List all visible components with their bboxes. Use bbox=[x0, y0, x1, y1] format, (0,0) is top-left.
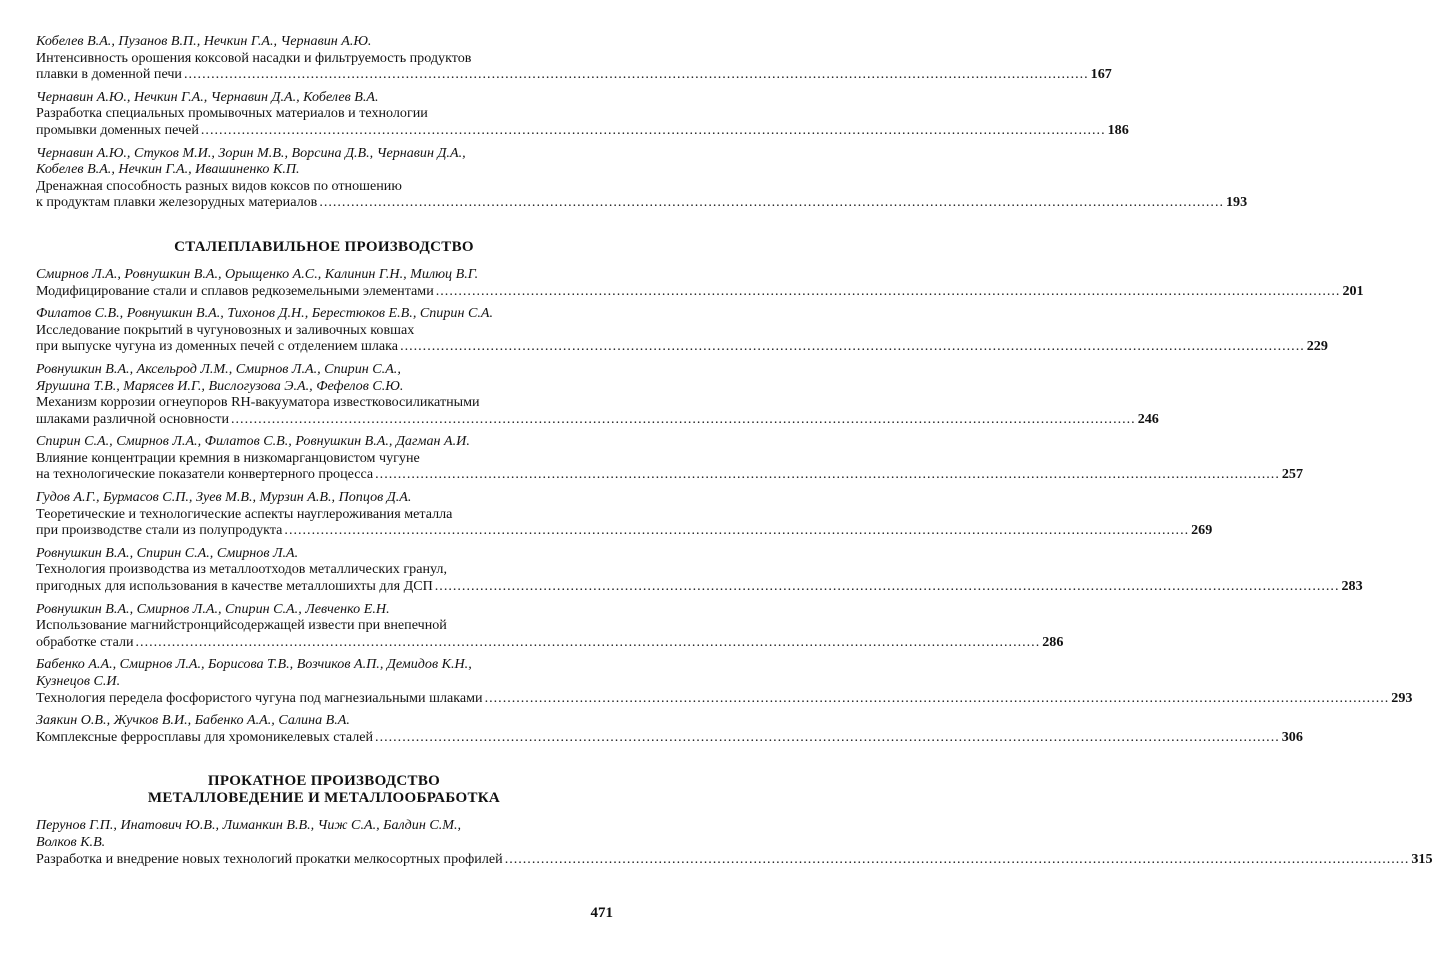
entry-authors-line: Волков К.В. bbox=[36, 833, 106, 850]
toc-entry bbox=[36, 265, 1364, 299]
entry-title-last-line bbox=[36, 282, 1364, 300]
entry-authors-line: Ровнушкин В.А., Спирин С.А., Смирнов Л.А. bbox=[36, 544, 299, 561]
entry-authors bbox=[36, 89, 612, 106]
entry-title-line: Теоретические и технологические аспекты науглероживания металла bbox=[36, 505, 453, 522]
entry-authors-line: Смирнов Л.А., Ровнушкин В.А., Орыщенко А.С., Калинин Г.Н., Милюц В.Г. bbox=[36, 265, 479, 282]
entry-title-last-line bbox=[36, 194, 1248, 211]
entry-title-last-line bbox=[36, 728, 1303, 746]
entry-authors bbox=[36, 305, 612, 322]
entry-title-line: Использование магнийстронцийсодержащей извести при внепечной bbox=[36, 617, 447, 634]
entry-title-line: Интенсивность орошения коксовой насадки и фильтруемость продуктов bbox=[36, 49, 472, 66]
dot-leader: ........................................................................................................................................................................................................ bbox=[484, 689, 1390, 706]
toc-group-steelmaking bbox=[36, 265, 1413, 745]
toc-entry bbox=[36, 33, 1112, 83]
entry-page-number: 306 bbox=[1281, 728, 1303, 745]
entry-title-text: шлаками различной основности bbox=[36, 410, 229, 427]
entry-title-text: на технологические показатели конвертерного процесса bbox=[36, 466, 374, 483]
dot-leader: ........................................................................................................................................................................................................ bbox=[434, 578, 1340, 595]
dot-leader: ........................................................................................................................................................................................................ bbox=[504, 850, 1410, 867]
entry-title-last-line bbox=[36, 466, 1303, 483]
dot-leader: ........................................................................................................................................................................................................ bbox=[231, 410, 1136, 427]
dot-leader: ........................................................................................................................................................................................................ bbox=[375, 728, 1280, 745]
entry-title-last-line bbox=[36, 522, 1213, 539]
entry-title-line: Технология производства из металлоотходов металлических гранул, bbox=[36, 561, 447, 578]
entry-authors-line: Кузнецов С.И. bbox=[36, 673, 121, 689]
entry-title-last-line bbox=[36, 66, 1112, 83]
toc-entry bbox=[36, 656, 1413, 706]
section-heading-line: МЕТАЛЛОВЕДЕНИЕ И МЕТАЛЛООБРАБОТКА bbox=[147, 790, 501, 807]
dot-leader: ........................................................................................................................................................................................................ bbox=[435, 282, 1341, 299]
entry-authors bbox=[36, 266, 612, 283]
toc-entry bbox=[36, 88, 1129, 139]
entry-page-number: 229 bbox=[1306, 338, 1328, 355]
entry-authors-line: Кобелев В.А., Пузанов В.П., Нечкин Г.А., Чернавин А.Ю. bbox=[36, 33, 372, 49]
entry-page-number: 186 bbox=[1107, 121, 1129, 138]
entry-authors-line: Бабенко А.А., Смирнов Л.А., Борисова Т.В., Возчиков А.П., Демидов К.Н., bbox=[36, 656, 472, 673]
entry-page-number: 283 bbox=[1341, 578, 1363, 595]
toc-page bbox=[36, 33, 1433, 873]
entry-authors-line: Гудов А.Г., Бурмасов С.П., Зуев М.В., Мурзин А.В., Попцов Д.А. bbox=[36, 489, 412, 506]
toc-entry bbox=[36, 817, 1433, 867]
dot-leader: ........................................................................................................................................................................................................ bbox=[200, 121, 1106, 138]
entry-title-text: к продуктам плавки железорудных материалов bbox=[36, 194, 318, 211]
entry-title-text: плавки в доменной печи bbox=[36, 66, 182, 83]
entry-authors-line: Ровнушкин В.А., Аксельрод Л.М., Смирнов Л.А., Спирин С.А., bbox=[36, 360, 401, 377]
entry-authors bbox=[36, 817, 612, 850]
toc-entry bbox=[36, 144, 1248, 211]
dot-leader: ........................................................................................................................................................................................................ bbox=[183, 66, 1089, 83]
entry-authors-line: Ярушина Т.В., Марясев И.Г., Вислогузова Э.А., Фефелов С.Ю. bbox=[36, 377, 404, 394]
toc-entry bbox=[36, 489, 1213, 539]
page-number: 471 bbox=[590, 905, 613, 921]
entry-authors-line: Заякин О.В., Жучков В.И., Бабенко А.А., Салина В.А. bbox=[36, 712, 350, 729]
entry-authors bbox=[36, 433, 612, 450]
entry-title-text: промывки доменных печей bbox=[36, 121, 199, 138]
toc-entry bbox=[36, 544, 1363, 595]
entry-authors-line: Кобелев В.А., Нечкин Г.А., Ивашиненко К.П. bbox=[36, 161, 300, 178]
entry-authors-line: Филатов С.В., Ровнушкин В.А., Тихонов Д.Н., Берестюков Е.В., Спирин С.А. bbox=[36, 305, 494, 322]
entry-authors bbox=[36, 489, 612, 506]
entry-title-text: Комплексные ферросплавы для хромоникелевых сталей bbox=[36, 728, 374, 745]
entry-page-number: 257 bbox=[1281, 466, 1303, 483]
dot-leader: ........................................................................................................................................................................................................ bbox=[319, 194, 1224, 211]
dot-leader: ........................................................................................................................................................................................................ bbox=[400, 338, 1305, 355]
entry-title-last-line bbox=[36, 338, 1328, 355]
section-heading-line: СТАЛЕПЛАВИЛЬНОЕ ПРОИЗВОДСТВО bbox=[174, 238, 474, 255]
entry-title-line: Исследование покрытий в чугуновозных и заливочных ковшах bbox=[36, 321, 415, 338]
entry-title-text: при производстве стали из полупродукта bbox=[36, 522, 283, 539]
entry-authors bbox=[36, 545, 612, 562]
entry-page-number: 201 bbox=[1342, 282, 1364, 299]
entry-page-number: 167 bbox=[1090, 66, 1112, 83]
entry-title-text: Модифицирование стали и сплавов редкоземельными элементами bbox=[36, 282, 434, 299]
entry-page-number: 246 bbox=[1137, 410, 1159, 427]
entry-title-line: Разработка специальных промывочных материалов и технологии bbox=[36, 105, 428, 122]
entry-authors-line: Ровнушкин В.А., Смирнов Л.А., Спирин С.А., Левченко Е.Н. bbox=[36, 600, 390, 617]
toc-group-top bbox=[36, 33, 1248, 211]
section-heading-steelmaking bbox=[36, 239, 612, 256]
entry-title-text: обработке стали bbox=[36, 633, 134, 650]
entry-title-last-line bbox=[36, 410, 1159, 428]
entry-title-line: Механизм коррозии огнеупоров RH-вакууматора известковосиликатными bbox=[36, 394, 480, 411]
entry-authors bbox=[36, 33, 612, 50]
entry-title-last-line bbox=[36, 121, 1129, 139]
entry-authors-line: Чернавин А.Ю., Нечкин Г.А., Чернавин Д.А., Кобелев В.А. bbox=[36, 88, 379, 105]
toc-entry bbox=[36, 712, 1303, 745]
entry-title-text: пригодных для использования в качестве металлошихты для ДСП bbox=[36, 578, 433, 595]
toc-entry bbox=[36, 600, 1064, 651]
entry-authors bbox=[36, 656, 612, 689]
entry-authors-line: Спирин С.А., Смирнов Л.А., Филатов С.В., Ровнушкин В.А., Дагман А.И. bbox=[36, 433, 470, 450]
entry-title-line: Влияние концентрации кремния в низкомарганцовистом чугуне bbox=[36, 449, 420, 466]
dot-leader: ........................................................................................................................................................................................................ bbox=[135, 633, 1041, 650]
entry-authors bbox=[36, 712, 612, 729]
toc-entry bbox=[36, 360, 1159, 427]
entry-authors bbox=[36, 361, 612, 394]
entry-title-last-line bbox=[36, 578, 1363, 595]
entry-title-text: при выпуске чугуна из доменных печей с отделением шлака bbox=[36, 338, 399, 355]
entry-authors bbox=[36, 145, 612, 178]
entry-page-number: 286 bbox=[1042, 633, 1064, 650]
entry-authors-line: Чернавин А.Ю., Стуков М.И., Зорин М.В., Ворсина Д.В., Чернавин Д.А., bbox=[36, 144, 466, 161]
entry-title-text: Технология передела фосфористого чугуна под магнезиальными шлаками bbox=[36, 689, 483, 706]
dot-leader: ........................................................................................................................................................................................................ bbox=[375, 466, 1280, 483]
toc-entry bbox=[36, 305, 1328, 355]
toc-entry bbox=[36, 433, 1303, 483]
section-heading-rolling-metallurgy bbox=[36, 773, 612, 807]
entry-title-last-line bbox=[36, 689, 1413, 707]
section-heading-line: ПРОКАТНОЕ ПРОИЗВОДСТВО bbox=[207, 773, 441, 790]
dot-leader: ........................................................................................................................................................................................................ bbox=[284, 522, 1190, 539]
entry-page-number: 269 bbox=[1191, 522, 1213, 539]
entry-authors bbox=[36, 601, 612, 618]
entry-title-last-line bbox=[36, 633, 1064, 651]
entry-title-last-line bbox=[36, 850, 1433, 868]
entry-title-text: Разработка и внедрение новых технологий прокатки мелкосортных профилей bbox=[36, 850, 503, 867]
entry-page-number: 193 bbox=[1226, 194, 1248, 211]
entry-page-number: 315 bbox=[1411, 850, 1433, 867]
toc-group-rolling bbox=[36, 817, 1433, 867]
entry-authors-line: Перунов Г.П., Инатович Ю.В., Лиманкин В.В., Чиж С.А., Балдин С.М., bbox=[36, 817, 462, 834]
entry-title-line: Дренажная способность разных видов коксов по отношению bbox=[36, 177, 402, 194]
entry-page-number: 293 bbox=[1391, 689, 1413, 706]
